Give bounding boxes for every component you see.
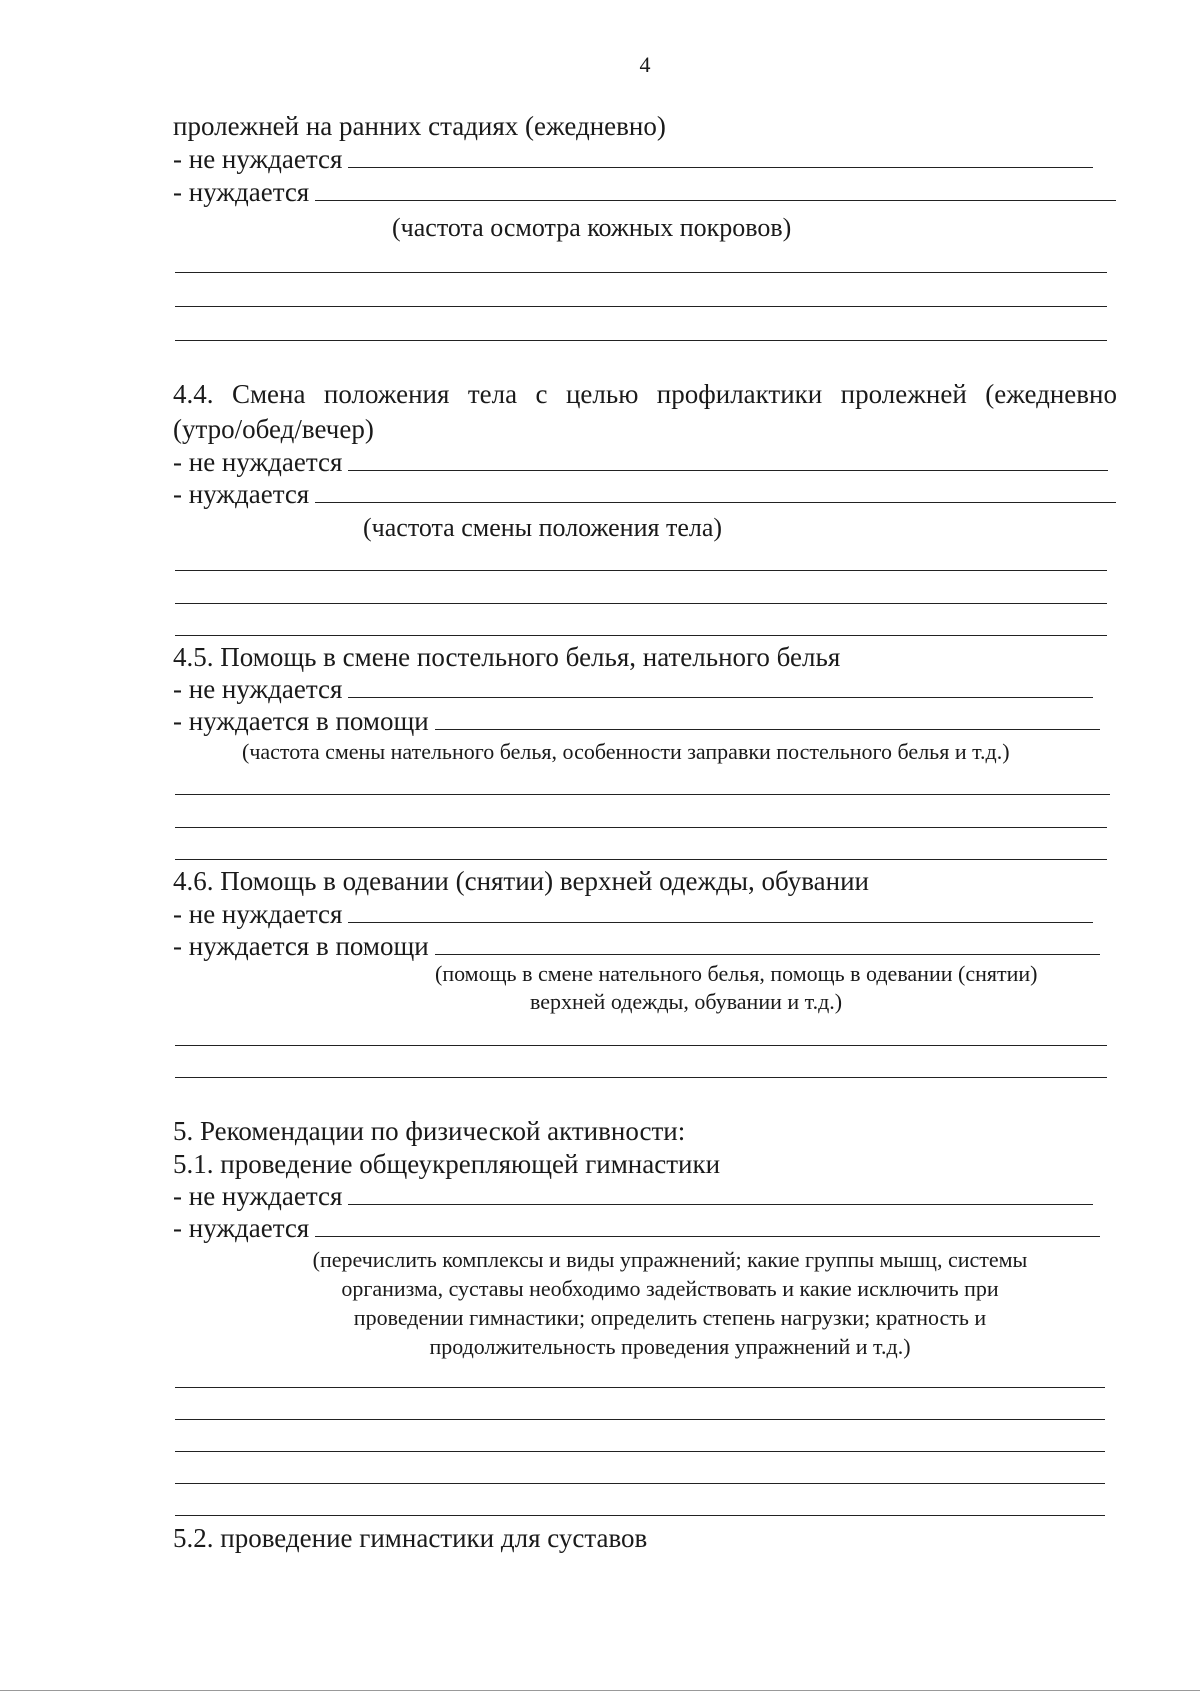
s51-needed-field[interactable] bbox=[315, 1216, 1100, 1237]
s46-not-needed-row bbox=[173, 898, 1093, 930]
s43-not-needed-label: - не нуждается bbox=[173, 144, 343, 174]
s44-title-line2: (утро/обед/вечер) bbox=[173, 414, 374, 444]
s43-needed-row bbox=[173, 176, 1116, 208]
s46-needs-help-label: - нуждается в помощи bbox=[173, 931, 429, 961]
s46-needs-help-field[interactable] bbox=[435, 934, 1100, 955]
s43-not-needed-field[interactable] bbox=[348, 147, 1093, 168]
answer-line[interactable] bbox=[175, 635, 1107, 636]
s45-needs-help-field[interactable] bbox=[435, 709, 1100, 730]
s51-not-needed-row bbox=[173, 1180, 1093, 1212]
hint-gym-line4: продолжительность проведения упражнений и т.д.) bbox=[429, 1334, 911, 1359]
answer-line[interactable] bbox=[175, 1451, 1105, 1452]
hint-body-position: (частота смены положения тела) bbox=[363, 513, 723, 542]
answer-line[interactable] bbox=[175, 1419, 1105, 1420]
s46-not-needed-label: - не нуждается bbox=[173, 899, 343, 929]
s45-needs-help-row bbox=[173, 705, 1100, 737]
s45-not-needed-label: - не нуждается bbox=[173, 674, 343, 704]
answer-line[interactable] bbox=[175, 859, 1107, 860]
intro-line: пролежней на ранних стадиях (ежедневно) bbox=[173, 111, 666, 141]
s44-needed-field[interactable] bbox=[315, 482, 1116, 503]
s44-not-needed-label: - не нуждается bbox=[173, 447, 343, 477]
hint-gym-line3: проведении гимнастики; определить степень нагрузки; кратность и bbox=[353, 1305, 987, 1330]
s52-title: 5.2. проведение гимнастики для суставов bbox=[173, 1523, 648, 1553]
answer-line[interactable] bbox=[175, 1483, 1105, 1484]
answer-line[interactable] bbox=[175, 1077, 1107, 1078]
answer-line[interactable] bbox=[175, 570, 1107, 571]
s43-needed-label: - нуждается bbox=[173, 177, 310, 207]
hint-gym-line1: (перечислить комплексы и виды упражнений; какие группы мышц, системы bbox=[312, 1247, 1028, 1272]
hint-dressing-line1: (помощь в смене нательного белья, помощь в одевании (снятии) bbox=[435, 961, 1038, 986]
page-number: 4 bbox=[639, 52, 651, 77]
s51-not-needed-field[interactable] bbox=[348, 1184, 1093, 1205]
s45-not-needed-field[interactable] bbox=[348, 677, 1093, 698]
s5-title: 5. Рекомендации по физической активности: bbox=[173, 1116, 686, 1146]
answer-line[interactable] bbox=[175, 603, 1107, 604]
s44-not-needed-row bbox=[173, 446, 1108, 478]
s43-not-needed-row bbox=[173, 143, 1093, 175]
s51-not-needed-label: - не нуждается bbox=[173, 1181, 343, 1211]
s46-not-needed-field[interactable] bbox=[348, 902, 1093, 923]
scan-bottom-edge bbox=[0, 1690, 1200, 1691]
hint-dressing-line2: верхней одежды, обувании и т.д.) bbox=[530, 989, 843, 1014]
s44-not-needed-field[interactable] bbox=[348, 450, 1108, 471]
answer-line[interactable] bbox=[175, 272, 1107, 273]
hint-gym-line2: организма, суставы необходимо задействовать и какие исключить при bbox=[341, 1276, 999, 1301]
s51-needed-row bbox=[173, 1212, 1100, 1244]
s45-needs-help-label: - нуждается в помощи bbox=[173, 706, 429, 736]
answer-line[interactable] bbox=[175, 827, 1107, 828]
s43-needed-field[interactable] bbox=[315, 180, 1116, 201]
s45-not-needed-row bbox=[173, 673, 1093, 705]
answer-line[interactable] bbox=[175, 1515, 1105, 1516]
s46-title: 4.6. Помощь в одевании (снятии) верхней одежды, обувании bbox=[173, 866, 869, 896]
answer-line[interactable] bbox=[175, 1387, 1105, 1388]
hint-linen: (частота смены нательного белья, особенности заправки постельного белья и т.д.) bbox=[242, 739, 1010, 764]
s44-title-line1: 4.4. Смена положения тела с целью профилактики пролежней (ежедневно bbox=[173, 379, 1117, 409]
s45-title: 4.5. Помощь в смене постельного белья, нательного белья bbox=[173, 642, 841, 672]
answer-line[interactable] bbox=[175, 794, 1110, 795]
hint-skin: (частота осмотра кожных покровов) bbox=[392, 213, 792, 242]
s46-needs-help-row bbox=[173, 930, 1100, 962]
answer-line[interactable] bbox=[175, 1045, 1107, 1046]
s44-needed-row bbox=[173, 478, 1116, 510]
answer-line[interactable] bbox=[175, 306, 1107, 307]
s44-needed-label: - нуждается bbox=[173, 479, 310, 509]
answer-line[interactable] bbox=[175, 340, 1107, 341]
s51-needed-label: - нуждается bbox=[173, 1213, 310, 1243]
s51-title: 5.1. проведение общеукрепляющей гимнастики bbox=[173, 1149, 721, 1179]
